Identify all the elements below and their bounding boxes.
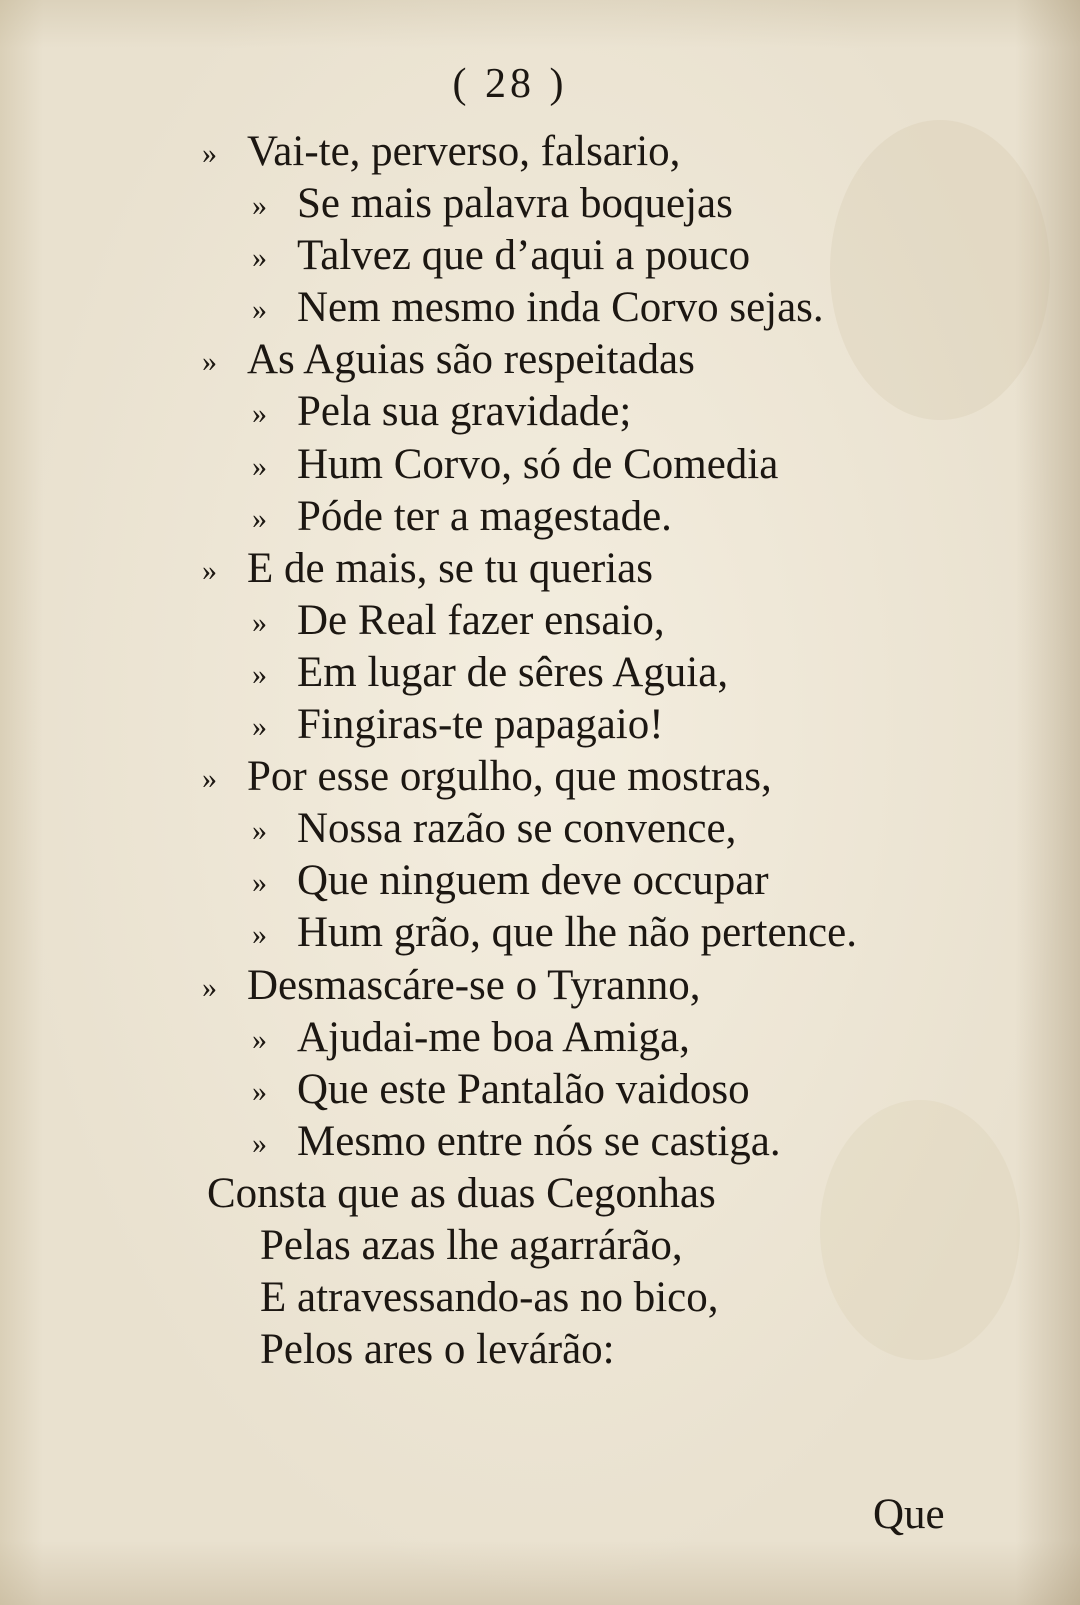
verse-text: Pelas azas lhe agarrárão,	[260, 1221, 683, 1269]
verse-line	[0, 803, 1080, 855]
verse-line	[0, 1012, 1080, 1064]
verse-text: Mesmo entre nós se castiga.	[297, 1117, 781, 1165]
quotation-mark: »	[202, 970, 217, 1004]
quotation-mark: »	[202, 553, 217, 587]
verse-line	[0, 282, 1080, 334]
quotation-mark: »	[252, 1074, 267, 1108]
catchword: Que	[873, 1491, 945, 1538]
verse-line	[0, 491, 1080, 543]
verse-text: Ajudai-me boa Amiga,	[297, 1013, 690, 1061]
verse-line	[0, 230, 1080, 282]
quotation-mark: »	[252, 605, 267, 639]
poem-text	[0, 126, 1080, 1376]
verse-text: Vai-te, perverso, falsario,	[247, 128, 681, 175]
verse-line	[0, 386, 1080, 438]
verse-line	[0, 960, 1080, 1012]
verse-text: Póde ter a magestade.	[297, 492, 672, 540]
verse-line	[0, 1116, 1080, 1168]
verse-text: Que este Pantalão vaidoso	[297, 1065, 750, 1113]
verse-line	[0, 178, 1080, 230]
quotation-mark: »	[252, 241, 267, 275]
quotation-mark: »	[252, 814, 267, 848]
verse-line	[0, 855, 1080, 907]
page-number: ( 28 )	[452, 61, 568, 107]
verse-text: Desmascáre-se o Tyranno,	[247, 961, 701, 1009]
verse-text: Talvez que d’aqui a pouco	[297, 232, 751, 280]
verse-text: Que ninguem deve occupar	[297, 857, 769, 905]
verse-line	[0, 907, 1080, 959]
verse-text: Hum grão, que lhe não pertence.	[297, 909, 857, 957]
verse-line	[0, 1272, 1080, 1324]
verse-text: Por esse orgulho, que mostras,	[247, 753, 772, 801]
quotation-mark: »	[252, 449, 267, 483]
verse-text: Consta que as duas Cegonhas	[207, 1169, 716, 1217]
quotation-mark: »	[252, 397, 267, 431]
verse-text: As Aguias são respeitadas	[247, 336, 695, 384]
verse-line	[0, 1168, 1080, 1220]
verse-line	[0, 543, 1080, 595]
verse-line	[0, 647, 1080, 699]
verse-text: De Real fazer ensaio,	[297, 596, 665, 644]
quotation-mark: »	[252, 710, 267, 744]
verse-line	[0, 1220, 1080, 1272]
verse-line	[0, 1064, 1080, 1116]
verse-line	[0, 751, 1080, 803]
verse-text: Pelos ares o levárão:	[260, 1326, 615, 1374]
quotation-mark: »	[252, 918, 267, 952]
quotation-mark: »	[202, 345, 217, 379]
quotation-mark: »	[252, 501, 267, 535]
quotation-mark: »	[252, 189, 267, 223]
verse-text: Se mais palavra boquejas	[297, 180, 733, 228]
verse-line	[0, 595, 1080, 647]
verse-text: Fingiras-te papagaio!	[297, 701, 664, 749]
verse-line	[0, 334, 1080, 386]
quotation-mark: »	[202, 137, 217, 170]
verse-text: Em lugar de sêres Aguia,	[297, 648, 729, 696]
quotation-mark: »	[252, 1022, 267, 1056]
verse-line	[0, 439, 1080, 491]
verse-text: Nem mesmo inda Corvo sejas.	[297, 284, 824, 332]
quotation-mark: »	[252, 293, 267, 327]
verse-text: Nossa razão se convence,	[297, 805, 737, 853]
verse-line	[0, 126, 1080, 178]
verse-line	[0, 699, 1080, 751]
quotation-mark: »	[252, 657, 267, 691]
quotation-mark: »	[252, 866, 267, 900]
verse-line	[0, 1324, 1080, 1376]
verse-text: Hum Corvo, só de Comedia	[297, 440, 779, 488]
verse-text: E de mais, se tu querias	[247, 544, 654, 592]
verse-text: Pela sua gravidade;	[297, 388, 632, 436]
quotation-mark: »	[202, 762, 217, 796]
quotation-mark: »	[252, 1126, 267, 1160]
verse-text: E atravessando-as no bico,	[260, 1274, 719, 1322]
